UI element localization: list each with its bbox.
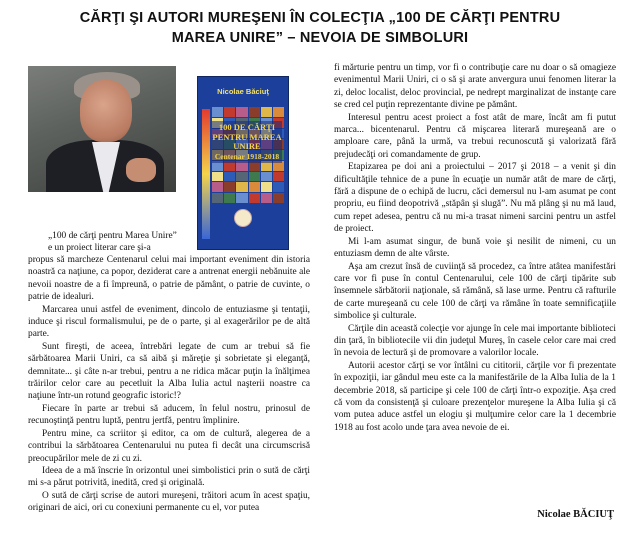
tricolor-stripe xyxy=(202,109,210,239)
paragraph: Pentru mine, ca scriitor şi editor, ca om de cultură, alegerea de a contribui la sărbătoarea Centenarului nu putea fi decât una circumscrisă preocupărilor mele de zi cu zi. xyxy=(28,428,310,464)
article-title-line-1: CĂRŢI ŞI AUTORI MUREŞENI ÎN COLECŢIA „100 DE CĂRŢI PENTRU xyxy=(79,10,561,26)
paragraph: Fiecare în parte ar trebui să aducem, în felul nostru, prinosul de recunoştinţă pentru luptă, pentru jertfă, pentru împlinire. xyxy=(28,403,310,427)
book-cover-author: Nicolae Băciuţ xyxy=(217,87,269,96)
paragraph: Autorii acestor cărţi se vor întâlni cu cititorii, cărţile vor fi prezentate în expoziţii, iar gândul meu este ca la manifestările de la Alba Iulia de la 1 decembrie 2018, să participe şi cele 100 de cărţi într-o expoziţie. Aşa cred că vom da consistenţă şi culoare prezenţelor mureşene la Alba Iulia şi că vom putea aduce astfel un elogiu şi mulţumire celor care la 1 decembrie 1918 au fost acolo unde ţara avea nevoie de ei. xyxy=(334,360,616,433)
author-signature: Nicolae BĂCIUŢ xyxy=(537,509,614,520)
paragraph: Aşa am crezut însă de cuviinţă să procedez, ca între atâtea manifestări care vor fi puse în contul Centenarului, cele 100 de cărţi tipărite sub însemnele sărbătorii naţionale, să rămână, să lase urme. Pentru că rafturile de carte mureşeană cu cele 100 de cărţi va rămâne în toate semnificaţiile simbolice şi culturale. xyxy=(334,261,616,322)
book-cover-image xyxy=(197,76,289,250)
paragraph: Sunt fireşti, de aceea, întrebări legate de cum ar trebui să fie sărbătoarea Marii Uniri, ca să aibă şi măreţie şi sobrietate şi eleganţă, demnitate... şi câte n-ar trebui, pentru a ne ridica măcar puţin la înălţimea trăirilor celor care au pecetluit la Alba Iulia actul naşterii noastre ca naţiune într-un rotund geografic istoric!? xyxy=(28,341,310,402)
paragraph: Etapizarea pe doi ani a proiectului – 2017 şi 2018 – a venit şi din dificultăţile tehnice de a pune în ecuaţie un număr atât de mare de cărţi, fără a dispune de o echipă de lucru, căci demersul nu l-am asumat pe cont propriu, eu fiind deopotrivă „stăpân şi slugă”. Nu mă plâng şi nu mă laud, cum repet adesea, pentru că nu mi-a trasat nimeni sarcini pentru un astfel de proiect. xyxy=(334,162,616,235)
article-right-column xyxy=(334,62,616,434)
article-title-line-2: MAREA UNIRE” – NEVOIA DE SIMBOLURI xyxy=(171,30,469,46)
article-lead: „100 de cărţi pentru Marea Unire” e un proiect literar care şi-a xyxy=(48,231,177,254)
paragraph: fi mărturie pentru un timp, vor fi o contribuţie care nu doar o să omagieze evenimentul Marii Uniri, ci o să şi arate anvergura unui fenomen literar la zi, deloc localist, deloc provincial, pe nedrept marginalizat de instanţe care se cred cel puţin reprezentante divine pe pământ. xyxy=(334,63,616,111)
paragraph: Ideea de a mă înscrie în orizontul unei simbolistici prin o sută de cărţi mi s-a părut potrivită, inedită, cred şi originală. xyxy=(28,465,310,489)
publisher-logo-icon xyxy=(234,209,252,227)
paragraph: Cărţile din această colecţie vor ajunge în cele mai importante biblioteci din ţară, în bibliotecile vii din judeţul Mureş, în casele celor care mai cred în nevoia de lectură şi de promovare a valorilor locale. xyxy=(334,323,616,359)
paragraph: Interesul pentru acest proiect a fost atât de mare, încât am fi putut marca... bicentenarul. Pentru că mişcarea literară mureşeană are o amploare care, până la urmă, va trebui recunoscută şi valorizată fără prejudecăţi ori comandamente de grup. xyxy=(334,112,616,160)
book-cover-subtitle: Centenar 1918-2018 xyxy=(214,151,280,161)
article-left-column xyxy=(28,254,310,515)
paragraph: O sută de cărţi scrise de autori mureşeni, trăitori acum în acest spaţiu, originari de aici, ori cu conexiuni permanente cu el, vor putea xyxy=(28,490,310,514)
paragraph: Marcarea unui astfel de eveniment, dincolo de entuziasme şi tentaţii, induce şi riscul formalismului, pe de o parte, şi al exagerărilor pe de altă parte. xyxy=(28,304,310,340)
paragraph: Mi l-am asumat singur, de bună voie şi nesilit de nimeni, cu un entuziasm demn de alte vârste. xyxy=(334,236,616,260)
paragraph: propus să marcheze Centenarul celui mai important eveniment din istoria noastră ca naţiune, ca popor, deziderat care a antrenat energii nebănuite ale nevoii noastre de a fi împreună, o patrie de pământ, o patrie de cuvinte, o patrie de idealuri. xyxy=(28,255,310,303)
book-cover-title: 100 DE CĂRŢI PENTRU MAREA UNIRE Centenar 1918-2018 xyxy=(212,121,282,163)
article-title xyxy=(40,8,600,48)
author-photo xyxy=(28,66,176,192)
